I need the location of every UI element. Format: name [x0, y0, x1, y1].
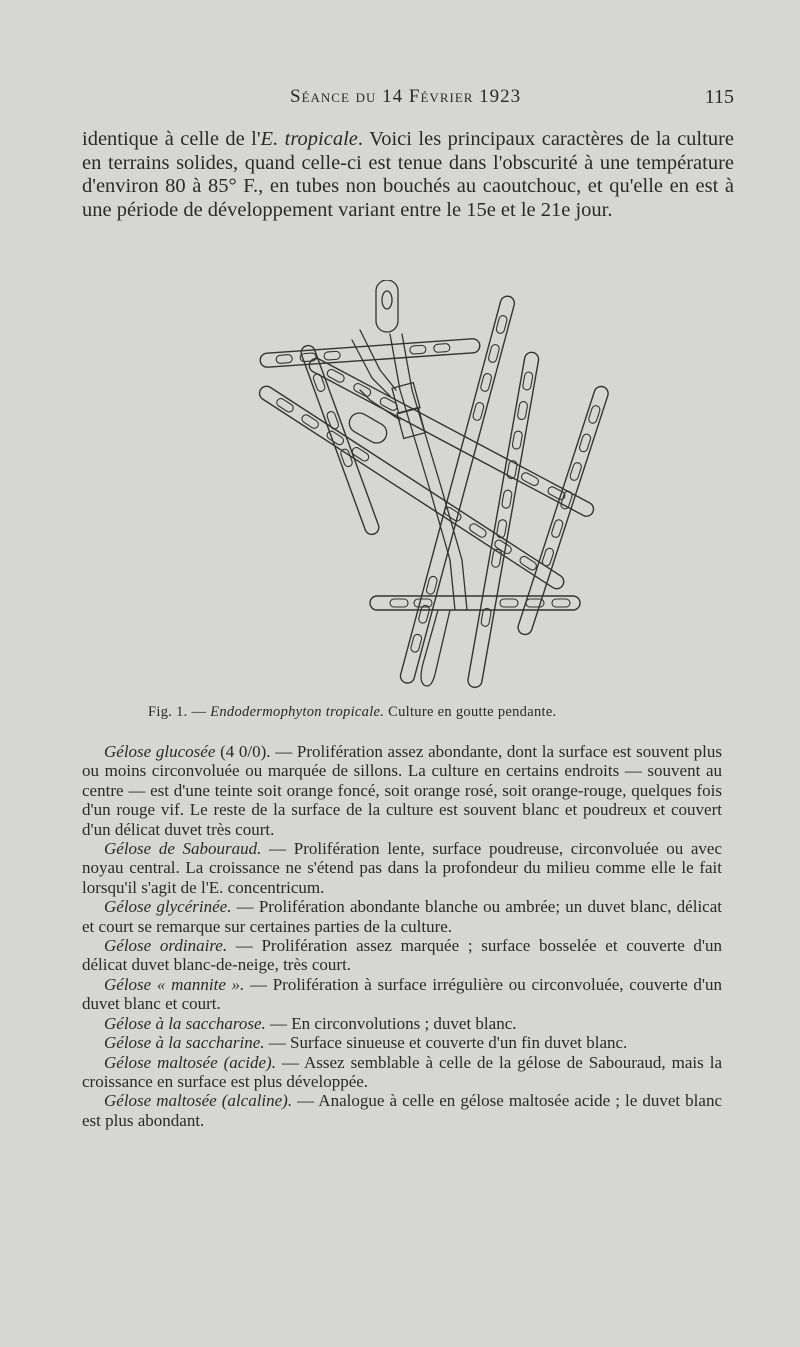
paragraph-gelose-maltosee-alcaline	[82, 1091, 722, 1130]
caption-prefix: Fig. 1. —	[148, 704, 211, 720]
paragraph-gelose-sabouraud	[82, 839, 722, 897]
hyphae-illustration	[200, 280, 620, 700]
hypha-filament	[467, 351, 540, 688]
medium-label: Gélose « mannite ».	[104, 974, 245, 994]
figure-caption	[148, 704, 688, 721]
hypha-filament	[257, 384, 567, 592]
medium-description: (4 0/0). — Prolifération assez abondante, dont la surface est souvent plus ou moins circonvoluée ou marquée de sillons. La culture en certains endroits — souvent au centre — est d'une teinte soit orange foncé, soit orange rosé, soit orange-rouge, quelques fois d'un rouge vif. Le reste de la surface de la culture est souvent blanc et poudreux et couvert d'un délicat duvet très court.	[82, 742, 722, 839]
medium-label: Gélose à la saccharine.	[104, 1033, 265, 1053]
paragraph-gelose-maltosee-acide	[82, 1053, 722, 1092]
intro-text-after: . Voici les principaux caractères de la culture en terrains solides, quand celle-ci est tenue dans l'obscurité à une température d'environ 80 à 85° F., en tubes non bouchés au caoutchouc, et qu'elle en est à une période de développement variant entre le 15e et le 21e jour.	[82, 128, 734, 221]
paragraph-gelose-mannite	[82, 975, 722, 1014]
paragraph-gelose-saccharine	[82, 1033, 722, 1052]
page-number: 115	[704, 86, 734, 108]
hypha-filament	[370, 596, 580, 610]
paragraph-gelose-saccharose	[82, 1014, 722, 1033]
caption-rest: Culture en goutte pendante.	[384, 704, 557, 720]
medium-description: — En circonvolutions ; duvet blanc.	[265, 1013, 517, 1033]
medium-label: Gélose ordinaire.	[104, 936, 228, 956]
intro-species: E. tropicale	[260, 128, 358, 150]
medium-description: — Analogue à celle en gélose maltosée acide ; le duvet blanc est plus abondant.	[82, 1091, 722, 1130]
medium-description: — Assez semblable à celle de la gélose de Sabouraud, mais la croissance en surface est plus développée.	[82, 1052, 722, 1091]
hypha-filament	[307, 356, 596, 519]
medium-label: Gélose de Sabouraud.	[104, 839, 262, 859]
media-descriptions	[82, 742, 722, 1130]
intro-paragraph	[82, 128, 734, 222]
hypha-filament	[399, 295, 516, 685]
medium-label: Gélose maltosée (alcaline).	[104, 1091, 293, 1111]
hypha-filament	[260, 338, 480, 367]
medium-description: — Surface sinueuse et couverte d'un fin duvet blanc.	[264, 1033, 628, 1053]
caption-species: Endodermophyton tropicale.	[210, 704, 385, 720]
medium-label: Gélose glucosée	[104, 742, 216, 761]
paragraph-gelose-ordinaire	[82, 936, 722, 975]
medium-label: Gélose maltosée (acide).	[104, 1052, 276, 1072]
medium-description: — Prolifération abondante blanche ou ambrée; un duvet blanc, délicat et court se remarque sur certaines parties de la culture.	[82, 897, 722, 936]
medium-description: — Prolifération lente, surface poudreuse, circonvoluée ou avec noyau central. La croissance ne s'étend pas dans la profondeur du milieu comme elle le fait lorsqu'il s'agit de l'E. concentricum.	[82, 839, 723, 897]
medium-label: Gélose à la saccharose.	[104, 1013, 266, 1033]
medium-description: — Prolifération assez marquée ; surface bosselée et couverte d'un délicat duvet blanc-de-neige, très court.	[82, 936, 722, 975]
running-header	[80, 86, 740, 116]
intro-text-before: identique à celle de l'	[82, 128, 261, 150]
medium-description: — Prolifération à surface irrégulière ou circonvoluée, couverte d'un duvet blanc et court.	[82, 974, 722, 1014]
paragraph-gelose-glycerinee	[82, 897, 722, 936]
paragraph-gelose-glucosee	[82, 742, 722, 839]
medium-label: Gélose glycérinée.	[104, 897, 232, 917]
running-title: Séance du 14 Février 1923	[290, 86, 522, 107]
